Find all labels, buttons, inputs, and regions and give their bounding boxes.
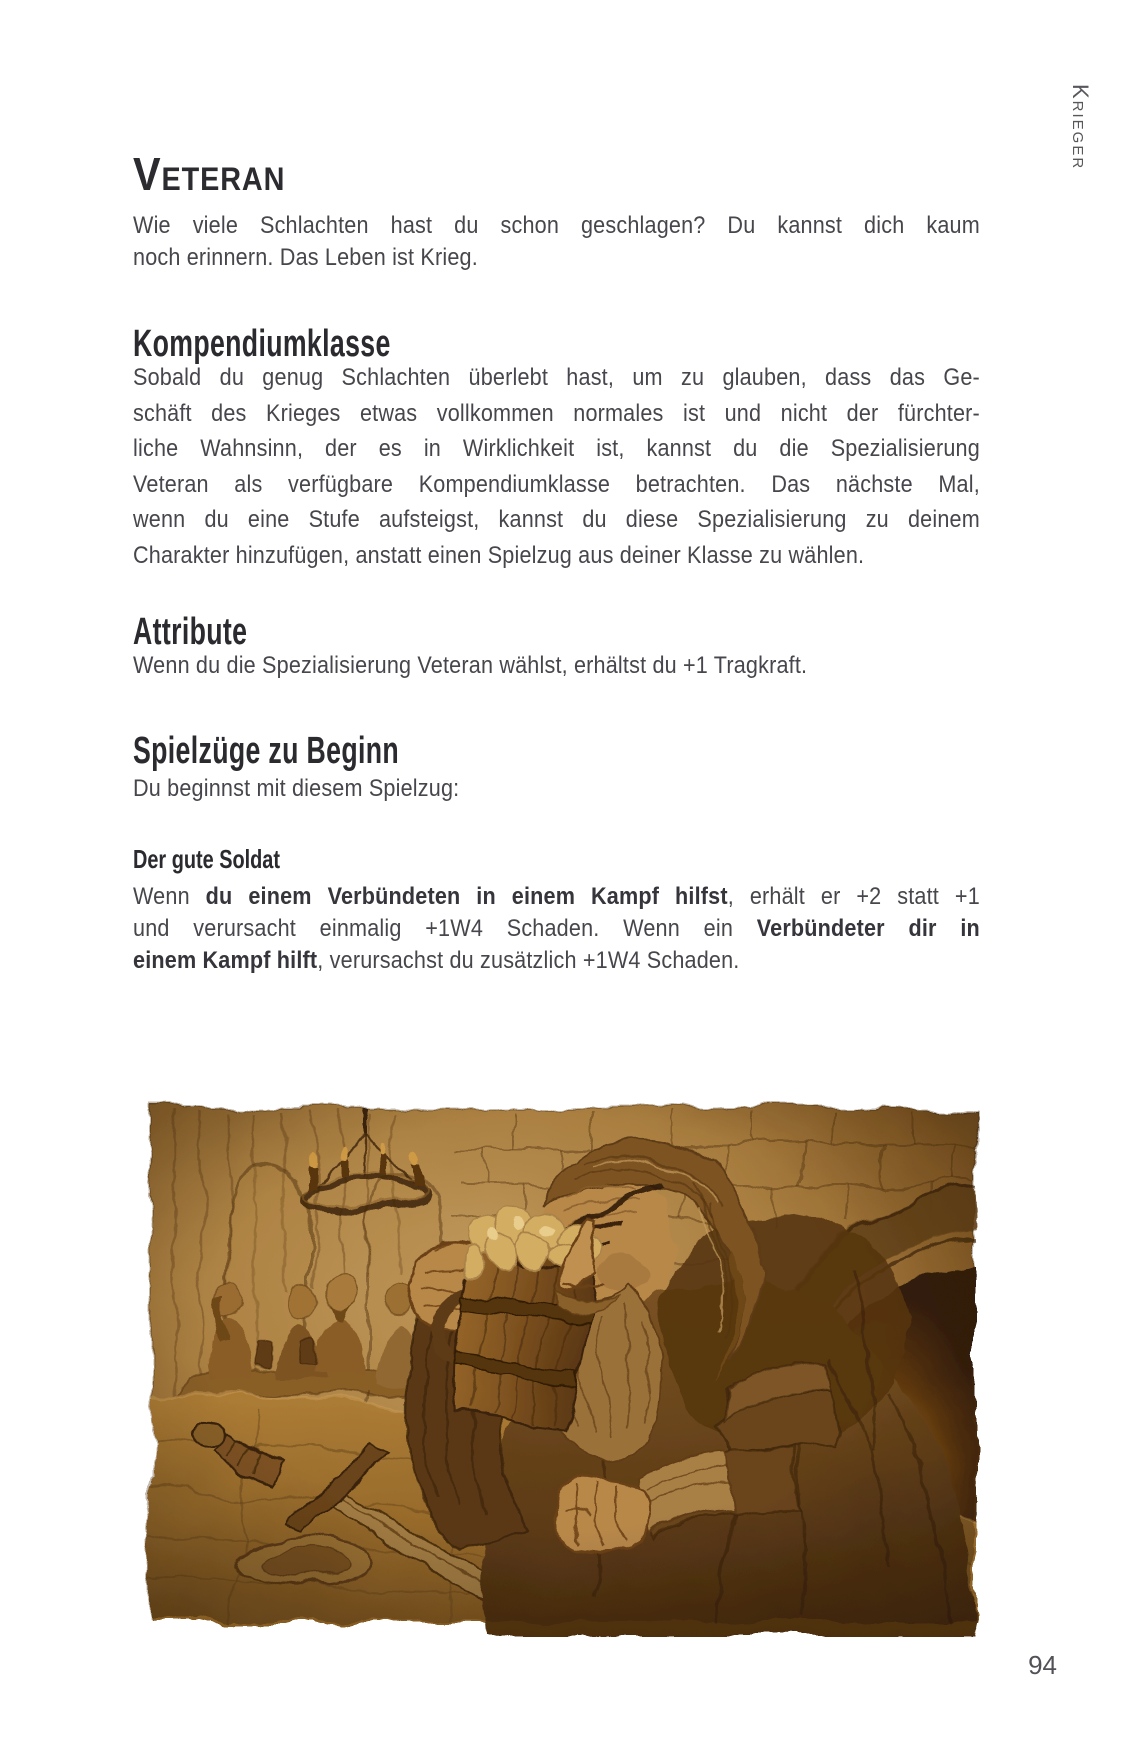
text-line: noch erinnern. Das Leben ist Krieg. <box>133 244 478 271</box>
text-line: und verursacht einmalig +1W4 Schaden. Wenn ein Verbündeter dir in <box>133 915 980 942</box>
spielzuege-lead-text: Du beginnst mit diesem Spielzug: <box>133 775 460 802</box>
page-number: 94 <box>1028 1650 1057 1680</box>
text-line: Sobald du genug Schlachten überlebt hast, um zu glauben, dass das Ge- <box>133 364 980 391</box>
page-title: Veteran <box>133 148 286 200</box>
text-line: schäft des Krieges etwas vollkommen normales ist und nicht der fürchter- <box>133 399 980 427</box>
text-line: liche Wahnsinn, der es in Wirklichkeit ist, kannst du die Spezialisierung <box>133 435 980 462</box>
text-line: Veteran als verfügbare Kompendiumklasse betrachten. Das nächste Mal, <box>133 470 980 498</box>
section-heading-kompendiumklasse: Kompendiumklasse <box>133 323 391 365</box>
tavern-illustration <box>133 1092 990 1637</box>
kompendiumklasse-paragraph <box>133 360 980 573</box>
attribute-text: Wenn du die Spezialisierung Veteran wählst, erhältst du +1 Tragkraft. <box>133 652 808 679</box>
move-name: Der gute Soldat <box>133 844 280 874</box>
text-line: einem Kampf hilft, verursachst du zusätzlich +1W4 Schaden. <box>133 947 740 974</box>
section-heading-attribute: Attribute <box>133 611 248 653</box>
chapter-side-label: Krieger <box>1068 84 1093 171</box>
text-line: wenn du eine Stufe aufsteigst, kannst du diese Spezialisierung zu deinem <box>133 506 980 533</box>
intro-flavor-text <box>133 210 980 274</box>
text-line: Charakter hinzufügen, anstatt einen Spielzug aus deiner Klasse zu wählen. <box>133 541 865 569</box>
text-line: Wenn du einem Verbündeten in einem Kampf hilfst, erhält er +2 statt +1 <box>133 883 980 910</box>
section-heading-spielzuege: Spielzüge zu Beginn <box>133 730 400 772</box>
content-column <box>133 0 980 1050</box>
move-description <box>133 881 980 977</box>
text-line: Wie viele Schlachten hast du schon geschlagen? Du kannst dich kaum <box>133 212 980 239</box>
